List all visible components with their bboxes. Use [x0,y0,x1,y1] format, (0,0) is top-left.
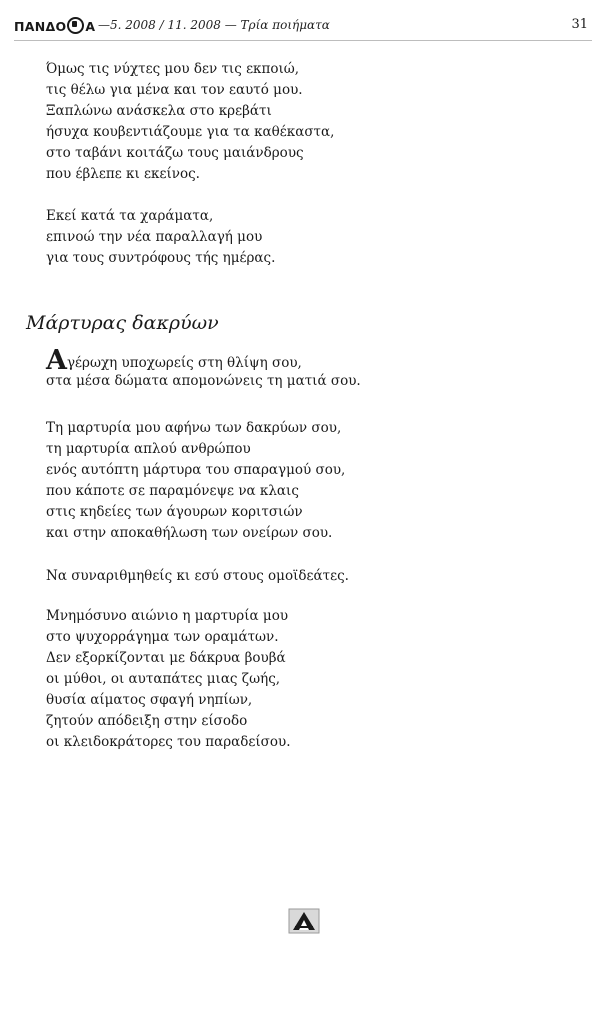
verse-line: στα μέσα δώματα απομονώνεις τη ματιά σου. [46,373,361,389]
page-number: 31 [571,17,588,32]
verse-line: οι μύθοι, οι αυταπάτες μιας ζωής, [46,671,281,687]
verse-line: επινοώ την νέα παραλλαγή μου [46,229,263,245]
verse-line: ζητούν απόδειξη στην είσοδο [46,713,248,729]
poem2-title: Μάρτυρας δακρύων [26,312,219,334]
verse-line: Δεν εξορκίζονται με δάκρυα βουβά [46,650,286,666]
header-rule [14,40,592,41]
verse-line: ήσυχα κουβεντιάζουμε για τα καθέκαστα, [46,124,335,140]
verse-line: στις κηδείες των άγουρων κοριτσιών [46,504,303,520]
first-line-text: γέρωχη υποχωρείς στη θλίψη σου, [66,355,302,371]
verse-line: ενός αυτόπτη μάρτυρα του σπαραγμού σου, [46,462,346,478]
verse-line: Ξαπλώνω ανάσκελα στο κρεβάτι [46,103,272,119]
verse-line: Μνημόσυνο αιώνιο η μαρτυρία μου [46,608,289,624]
verse-line: στο ψυχορράγημα των οραμάτων. [46,629,279,645]
verse-line: τη μαρτυρία απλού ανθρώπου [46,441,251,457]
poem2-stanza1 [46,345,361,392]
drop-cap: Α [46,345,67,376]
verse-line: και στην αποκαθήλωση των ονείρων σου. [46,525,333,541]
verse-line: στο ταβάνι κοιτάζω τους μαιάνδρους [46,145,304,161]
magazine-logo [14,18,95,35]
verse-line: τις θέλω για μένα και τον εαυτό μου. [46,82,303,98]
logo-text-prefix: ΠΑΝΔΟ [14,19,67,34]
verse-line: θυσία αίματος σφαγή νηπίων, [46,692,253,708]
poem2-stanza4 [46,606,291,753]
verse-line: που έβλεπε κι εκείνος. [46,166,200,182]
running-head: —5. 2008 / 11. 2008 — Τρία ποιήματα [98,18,330,32]
verse-line: που κάποτε σε παραμόνεψε να κλαις [46,483,299,499]
verse-line-first [46,345,361,376]
verse-line: Να συναριθμηθείς κι εσύ στους ομοϊδεάτες. [46,568,349,584]
end-of-article-mark-icon [287,908,321,934]
poem2-stanza2 [46,418,345,544]
logo-ring-icon [67,17,84,34]
page-header [14,14,590,40]
poem2-stanza3 [46,566,349,587]
poem1-stanza2 [46,206,275,269]
verse-line: Εκεί κατά τα χαράματα, [46,208,214,224]
verse-line: Τη μαρτυρία μου αφήνω των δακρύων σου, [46,420,342,436]
logo-text-suffix: Α [85,19,96,34]
verse-line: Όμως τις νύχτες μου δεν τις εκποιώ, [46,61,300,77]
verse-line: για τους συντρόφους τής ημέρας. [46,250,276,266]
verse-line: οι κλειδοκράτορες του παραδείσου. [46,734,291,750]
poem1-stanza1 [46,59,334,185]
